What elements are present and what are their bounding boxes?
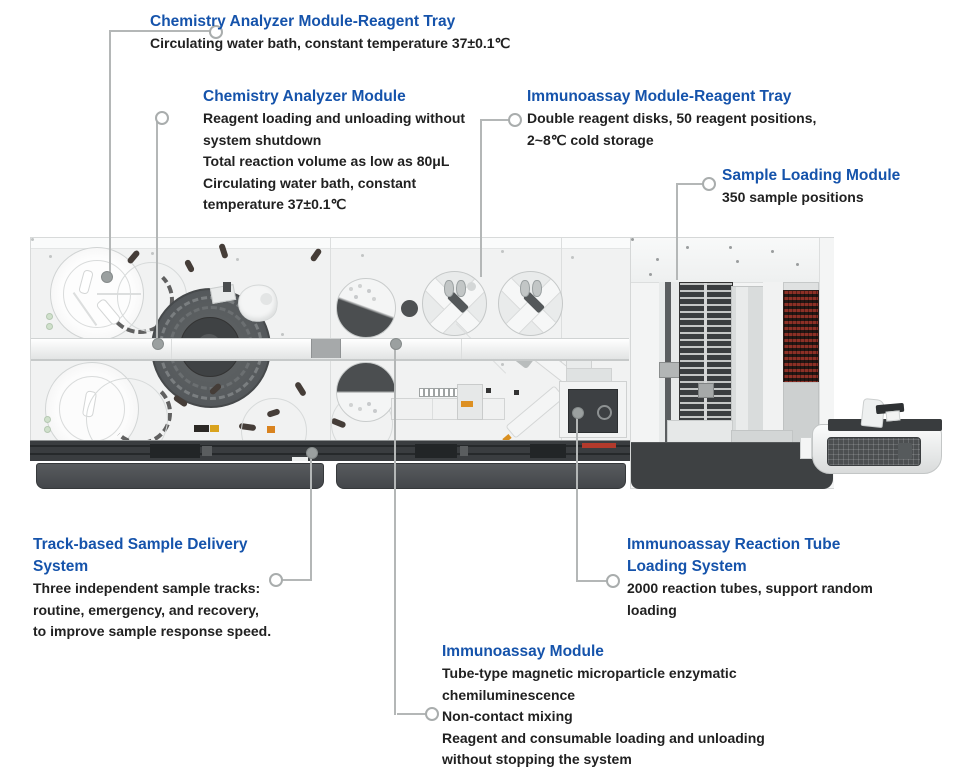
analyzer-machine xyxy=(30,237,802,487)
reaction-tube-loader xyxy=(559,381,627,438)
tube-holes xyxy=(349,287,353,291)
mixer-mechanism xyxy=(223,282,231,292)
connector-line xyxy=(576,412,578,582)
track-sled xyxy=(150,444,200,458)
connector-anchor-dot xyxy=(390,338,402,350)
track-tab xyxy=(292,457,308,461)
callout-text-line: 2~8℃ cold storage xyxy=(527,131,654,148)
incubation-disk-top xyxy=(336,278,396,338)
callout-immuno-module xyxy=(442,641,765,771)
reagent-slot xyxy=(520,280,530,297)
callout-text-line: 350 sample positions xyxy=(722,189,864,205)
track-coupler xyxy=(202,446,212,456)
incubation-disk-bottom xyxy=(336,362,396,422)
rotor-hub xyxy=(259,292,274,307)
callout-text-line: Tube-type magnetic microparticle enzymatic xyxy=(442,665,737,681)
callout-text-line: without stopping the system xyxy=(442,751,632,768)
connector-anchor-dot xyxy=(101,271,113,283)
reagent-cartridge-label xyxy=(210,425,219,432)
deck-screws xyxy=(31,238,34,241)
loader-gripper xyxy=(659,362,681,378)
front-panel-right xyxy=(336,463,626,489)
reagent-cartridge xyxy=(194,425,209,432)
dock-tab xyxy=(800,437,812,459)
probe-pill xyxy=(294,381,307,397)
small-rotor xyxy=(401,300,418,317)
callout-title: Chemistry Analyzer Module xyxy=(203,88,406,105)
disk-port xyxy=(467,282,476,291)
connector-line xyxy=(394,343,396,715)
track-sled xyxy=(415,444,457,458)
connector-line xyxy=(156,118,158,340)
callout-text-line: 2000 reaction tubes, support random xyxy=(627,580,873,596)
status-led xyxy=(44,416,51,423)
probe-pill xyxy=(310,248,323,263)
callout-title: Chemistry Analyzer Module-Reagent Tray xyxy=(150,13,456,30)
callout-text-line: Three independent sample tracks: xyxy=(33,580,261,596)
connector-node-circle xyxy=(606,574,620,588)
track-coupler xyxy=(460,446,468,456)
delivery-track xyxy=(30,440,630,461)
callout-text-line: Circulating water bath, constant xyxy=(203,174,417,191)
connector-node-circle xyxy=(508,113,522,127)
callout-text-line: chemiluminescence xyxy=(442,686,576,703)
immunoassay-reagent-disk-right xyxy=(498,271,563,336)
callout-text-line: Double reagent disks, 50 reagent positions, xyxy=(527,110,817,126)
connector-line xyxy=(480,119,482,277)
workstation-desk-surface xyxy=(828,419,942,431)
probe-pill xyxy=(184,259,195,273)
brand-mark-red xyxy=(582,443,616,448)
connector-anchor-dot xyxy=(572,407,584,419)
conveyor-seam xyxy=(432,399,433,419)
front-panel-left xyxy=(36,463,324,489)
callout-reaction-tube-loading xyxy=(627,534,882,621)
callout-text-line: Reagent loading and unloading without xyxy=(203,110,466,126)
reagent-slot xyxy=(456,280,466,297)
connector-node-circle xyxy=(702,177,716,191)
callout-chem-reagent-tray xyxy=(150,11,510,55)
connector-line xyxy=(109,30,111,273)
callout-text-line: system shutdown xyxy=(203,131,322,148)
tube-conveyor xyxy=(391,398,505,420)
callout-title: Track-based Sample Delivery System xyxy=(33,536,248,575)
reagent-slot xyxy=(532,280,542,297)
keyboard-touchpad xyxy=(898,443,912,459)
track-sled xyxy=(530,444,566,458)
connector-line xyxy=(310,452,312,581)
rail-seam xyxy=(171,339,172,359)
status-led xyxy=(44,426,51,433)
connector-line xyxy=(397,713,428,715)
callout-text-line: Non-contact mixing xyxy=(442,708,573,725)
callout-text-line: loading xyxy=(627,601,677,618)
center-panel-highlight xyxy=(736,287,748,449)
callout-text-line: temperature 37±0.1℃ xyxy=(203,196,347,213)
loader-logo xyxy=(597,405,612,420)
immunoassay-reagent-disk-left xyxy=(422,271,487,336)
monitor-bracket xyxy=(886,410,901,421)
callout-title: Immunoassay Reaction Tube Loading System xyxy=(627,536,841,575)
callout-title: Immunoassay Module xyxy=(442,643,604,660)
rail-seam xyxy=(461,339,462,359)
transfer-rail xyxy=(31,338,629,361)
reagent-slot xyxy=(444,280,454,297)
callout-title: Immunoassay Module-Reagent Tray xyxy=(527,88,792,105)
callout-text-line: Reagent and consumable loading and unloading xyxy=(442,729,765,746)
callout-text-line: routine, emergency, and recovery, xyxy=(33,601,259,618)
module-screws xyxy=(631,238,634,241)
connector-node-circle xyxy=(155,111,169,125)
status-led xyxy=(46,313,53,320)
probe-path-arc xyxy=(241,398,307,445)
connector-line xyxy=(481,119,510,121)
connector-anchor-dot xyxy=(306,447,318,459)
sensor-dot xyxy=(486,388,491,393)
callout-track-system xyxy=(33,534,293,643)
connector-anchor-dot xyxy=(152,338,164,350)
callout-text-line: Circulating water bath, constant temperature 37±0.1℃ xyxy=(150,35,511,51)
probe-pill xyxy=(126,249,140,264)
warning-label xyxy=(461,401,473,407)
connector-line xyxy=(676,183,678,280)
connector-line xyxy=(677,183,704,185)
rack-gripper xyxy=(698,383,714,398)
callout-text-line: to improve sample response speed. xyxy=(33,623,272,640)
callout-chem-module xyxy=(203,86,465,216)
callout-sample-loading xyxy=(722,165,900,209)
callout-title: Sample Loading Module xyxy=(722,167,901,184)
status-led xyxy=(46,323,53,330)
white-column xyxy=(763,282,783,448)
rail-carriage xyxy=(311,339,341,358)
tube-holes xyxy=(349,403,353,407)
reaction-tube-rack-red xyxy=(783,290,819,384)
center-panel xyxy=(731,286,765,450)
callout-text-line: Total reaction volume as low as 80μL xyxy=(203,153,450,170)
callout-immuno-reagent-tray xyxy=(527,86,816,151)
connector-node-circle xyxy=(425,707,439,721)
sensor-dot xyxy=(514,390,519,395)
connector-line xyxy=(578,580,609,582)
module-top-band xyxy=(631,238,833,283)
